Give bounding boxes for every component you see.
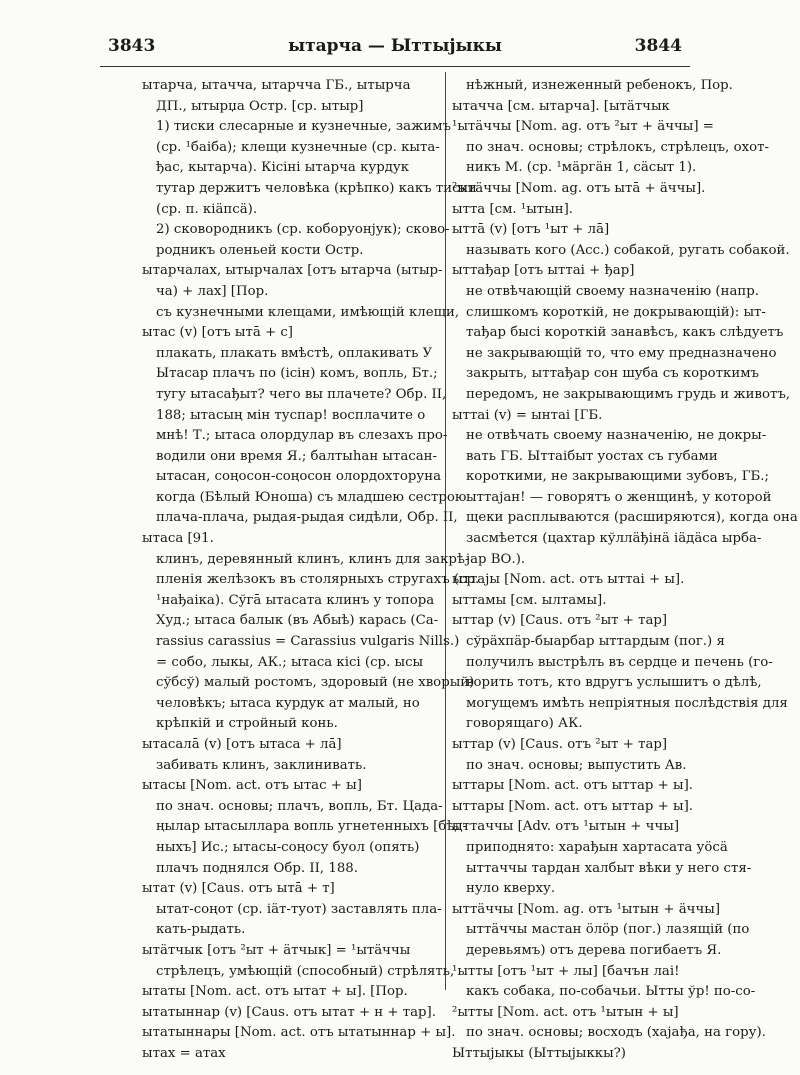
text-line: слишкомъ короткій, не докрывающій): ыт- — [466, 304, 766, 320]
header-rule — [100, 66, 690, 67]
text-line: крѣпкій и стройный конь. — [156, 716, 338, 732]
text-line: называть кого (Acc.) собакой, ругать собакой. — [466, 242, 790, 258]
text-line: ытаты [Nom. act. отъ ытат + ы]. [Пор. — [142, 984, 408, 1000]
text-line: тутар держитъ человѣка (крѣпко) какъ тиски — [156, 180, 477, 196]
text-line: по знач. основы; стрѣлокъ, стрѣлецъ, охот- — [466, 139, 769, 155]
text-line: ²ытты [Nom. act. отъ ¹ытын + ы] — [452, 1004, 679, 1020]
text-line: ¹ытты [отъ ¹ыт + лы] [бачън лаi! — [452, 963, 680, 979]
text-line: получилъ выстрѣлъ въ сердце и печень (го- — [466, 654, 773, 670]
text-line: родникъ оленьей кости Остр. — [156, 242, 364, 258]
text-line: говорящаго) АК. — [466, 716, 583, 732]
text-line: ыттађар [отъ ыттаi + ђар] — [452, 263, 635, 279]
text-line: ыттамы [см. ылтамы]. — [452, 592, 607, 608]
text-line: никъ М. (ср. ¹мäргäн 1, сäсыт 1). — [466, 160, 697, 176]
text-line: тугу ытасађыт? чего вы плачете? Обр. II, — [156, 386, 447, 402]
text-line: передомъ, не закрывающимъ грудь и животъ, — [466, 386, 791, 402]
text-line: ыттаjы [Nom. act. отъ ыттаi + ы]. — [452, 572, 685, 588]
text-line: ча) + лах] [Пор. — [156, 283, 269, 299]
text-line: (ср. ¹баiба); клещи кузнечные (ср. кыта- — [156, 139, 440, 155]
text-line: ытасан, соңосон-соңосон олордохторуна — [156, 469, 442, 485]
text-line: тађар бысі короткій занавѣсъ, какъ слѣдуетъ — [466, 325, 784, 341]
page-header — [108, 36, 682, 60]
text-line: ытта [см. ¹ытын]. — [452, 201, 574, 217]
text-line: сўбсў) малый ростомъ, здоровый (не хворый) — [156, 675, 475, 691]
text-line: засмѣется (цахтар кўллäђінä іäдäса ырба- — [466, 531, 762, 547]
text-line: Ытасар плачъ по (ісін) комъ, вопль, Бт.; — [156, 366, 438, 382]
text-line: ыттаjан! — говорятъ о женщинѣ, у которой — [466, 489, 772, 505]
text-line: клинъ, деревянный клинъ, клинъ для закрѣ- — [156, 551, 470, 567]
text-line: плачъ поднялся Обр. II, 188. — [156, 860, 358, 876]
text-line: забивать клинъ, заклинивать. — [156, 757, 367, 773]
text-line: ытат-соңот (ср. іäт-туот) заставлять пла- — [156, 901, 442, 917]
text-line: ытатыннары [Nom. act. отъ ытатыннар + ы]. — [142, 1025, 456, 1041]
text-line: jар ВО.). — [466, 551, 526, 567]
text-line: ыттā (v) [отъ ¹ыт + лā] — [452, 222, 610, 238]
text-line: приподнято: харађын хартасата уöсä — [466, 839, 728, 855]
text-line: ытас (v) [отъ ытā + с] — [142, 325, 293, 341]
text-line: плача-плача, рыдая-рыдая сидѣли, Обр. II, — [156, 510, 458, 526]
text-line: нуло кверху. — [466, 881, 556, 897]
text-line: (ср. п. кіäпсä). — [156, 201, 258, 217]
text-line: сўрäхпäр-быарбар ыттардым (пог.) я — [466, 634, 725, 650]
text-line: Худ.; ытаса балык (въ Абыѣ) карась (Ca- — [156, 613, 439, 629]
text-line: могущемъ имѣть непріятныя послѣдствія для — [466, 695, 788, 711]
text-line: стрѣлецъ, умѣющій (способный) стрѣлять, — [156, 963, 455, 979]
text-line: Ыттыjыкы (Ыттыjыккы?) — [452, 1045, 626, 1061]
right-column — [452, 76, 798, 1065]
text-line: ытатыннар (v) [Caus. отъ ытат + н + тар]. — [142, 1004, 436, 1020]
text-line: ңылар ытасыллара вопль угнетенныхъ [бѣд- — [156, 819, 468, 835]
text-line: короткими, не закрывающими зубовъ, ГБ.; — [466, 469, 769, 485]
text-line: щеки расплываются (расширяются), когда она — [466, 510, 798, 526]
text-line: 1) тиски слесарные и кузнечные, зажимъ — [156, 119, 451, 135]
text-line: кать-рыдать. — [156, 922, 246, 938]
text-line: 2) сковородникъ (ср. коборуонјук); сково- — [156, 222, 450, 238]
text-line: не отвѣчать своему назначенію, не докры- — [466, 428, 767, 444]
text-line: по знач. основы; восходъ (хајађа, на гору). — [466, 1025, 766, 1041]
text-line: съ кузнечными клещами, имѣющій клещи, — [156, 304, 460, 320]
text-line: ытарчалах, ытырчалах [отъ ытарча (ытыр- — [142, 263, 443, 279]
text-line: не закрывающій то, что ему предназначено — [466, 345, 777, 361]
text-line: ²ытäччы [Nom. ag. отъ ытā + äччы]. — [452, 180, 706, 196]
text-line: ыттары [Nom. act. отъ ыттар + ы]. — [452, 798, 693, 814]
text-line: ¹нађаiка). Сўгā ытасата клинъ у топора — [156, 592, 435, 608]
text-line: водили они время Я.; балтыһан ытасан- — [156, 448, 438, 464]
text-line: пленія желѣзокъ въ столярныхъ стругахъ (ср. — [156, 572, 480, 588]
text-line: ¹ытäччы [Nom. ag. отъ ²ыт + äччы] = — [452, 119, 714, 135]
text-line: 188; ытасың мін туспар! восплачите о — [156, 407, 426, 423]
text-line: ытасы [Nom. act. отъ ытас + ы] — [142, 778, 362, 794]
text-line: по знач. основы; выпустить Ав. — [466, 757, 687, 773]
running-title: ытарча — Ыттыjыкы — [288, 36, 502, 56]
text-line: ытах = атах — [142, 1045, 226, 1061]
text-line: деревьямъ) отъ дерева погибаетъ Я. — [466, 942, 722, 958]
text-line: плакать, плакать вмѣстѣ, оплакивать У — [156, 345, 433, 361]
text-line: ДП., ытырџа Остр. [ср. ытыр] — [156, 98, 364, 114]
text-line: ыттäччы [Nom. ag. отъ ¹ытын + äччы] — [452, 901, 721, 917]
column-divider — [445, 72, 446, 990]
text-line: вать ГБ. Ыттаiбыт уостах съ губами — [466, 448, 718, 464]
text-line: не отвѣчающій своему назначенію (напр. — [466, 283, 760, 299]
text-line: ыттар (v) [Caus. отъ ²ыт + тар] — [452, 737, 668, 752]
text-line: по знач. основы; плачъ, вопль, Бт. Цада- — [156, 798, 443, 814]
text-line: ыттäччы мастан öлöр (пог.) лазящій (по — [466, 922, 750, 938]
text-line: когда (Бѣлый Юноша) съ младшею сестрою — [156, 489, 467, 505]
text-line: ыттаччы [Adv. отъ ¹ытын + ччы] — [452, 819, 680, 835]
text-line: закрыть, ыттађар сон шуба съ короткимъ — [466, 366, 759, 382]
text-line: ыттаi (v) = ынтаi [ГБ. — [452, 407, 603, 423]
text-line: = собо, лыкы, АК.; ытаса кісі (ср. ысы — [156, 654, 424, 670]
text-line: rassius carassius = Carassius vulgaris Nills.) — [156, 634, 460, 650]
text-line: ыттар (v) [Caus. отъ ²ыт + тар] — [452, 613, 668, 629]
text-line: ытасалā (v) [отъ ытаса + лā] — [142, 737, 342, 752]
text-line: ытат (v) [Caus. отъ ытā + т] — [142, 881, 335, 897]
text-line: ытäтчык [отъ ²ыт + äтчык] = ¹ытäччы — [142, 942, 411, 958]
text-line: ытаса [91. — [142, 531, 214, 547]
left-page-number: 3843 — [108, 36, 156, 56]
right-page-number: 3844 — [634, 36, 682, 56]
text-line: ворить тотъ, кто вдругъ услышитъ о дѣлѣ, — [466, 675, 762, 691]
text-line: человѣкъ; ытаса курдук ат малый, но — [156, 695, 420, 711]
left-column — [142, 76, 480, 1065]
text-line: ытачча [см. ытарча]. [ытäтчык — [452, 98, 670, 114]
text-line: ыттары [Nom. act. отъ ыттар + ы]. — [452, 778, 693, 794]
text-line: мнѣ! Т.; ытаса олордулар въ слезахъ про- — [156, 428, 448, 444]
text-line: нѣжный, изнеженный ребенокъ, Пор. — [466, 78, 733, 93]
text-line: какъ собака, по-собачьи. Ытты ўр! по-со- — [466, 984, 756, 1000]
text-line: ыттаччы тардан халбыт вѣки у него стя- — [466, 860, 752, 876]
text-line: ђас, кытарча). Кісіні ытарча курдук — [156, 160, 410, 176]
text-line: ныхъ] Ис.; ытасы-соңосу буол (опять) — [156, 839, 420, 855]
text-line: ытарча, ытачча, ытарчча ГБ., ытырча — [142, 78, 411, 93]
